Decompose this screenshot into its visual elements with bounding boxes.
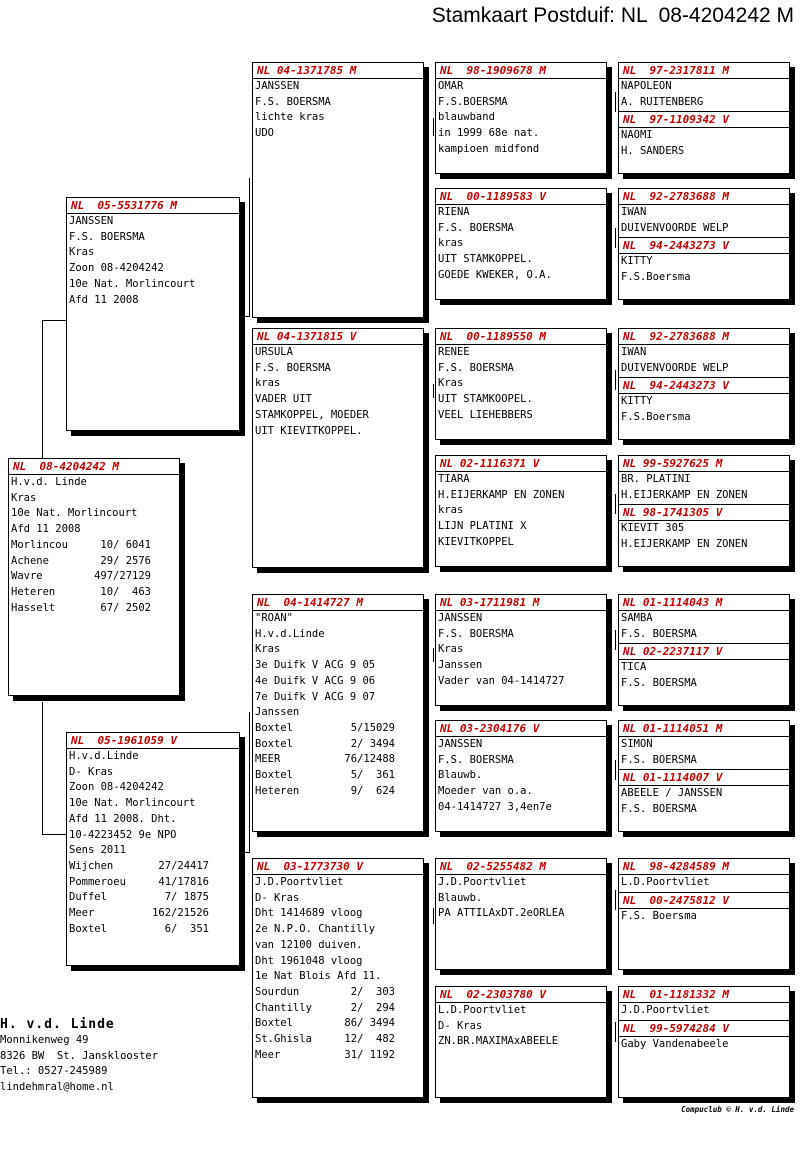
info-line: A. RUITENBERG: [621, 95, 704, 108]
info-line: F.S. BOERSMA: [69, 230, 145, 243]
ring-number: NL 05-5531776 M: [67, 198, 239, 214]
info-line: KIEVITKOPPEL: [438, 535, 514, 548]
info-line: lichte kras: [255, 111, 325, 124]
owner-block: [0, 1016, 158, 1095]
info-line: Dht 1414689 vloog: [255, 907, 363, 920]
race-place: MEER: [255, 753, 281, 766]
info-line: F.S. BOERSMA: [438, 221, 514, 234]
race-score: 2/ 3494: [350, 737, 395, 750]
info-line: BR. PLATINI: [621, 473, 691, 485]
info-line: LIJN PLATINI X: [438, 520, 527, 533]
info-line: blauwband: [438, 111, 495, 124]
info-line: in 1999 68e nat.: [438, 127, 540, 140]
connector: [615, 1022, 616, 1042]
ring-number: NL 04-1371785 M: [253, 63, 423, 79]
race-score: 86/ 3494: [344, 1017, 395, 1030]
info-line: TICA: [621, 661, 647, 674]
ring-number: NL 92-2783688 M: [619, 329, 789, 345]
gen4-card: [618, 720, 790, 832]
info-line: RIENA: [438, 206, 470, 218]
info-line: Afd 11 2008: [11, 523, 81, 536]
race-score: 2/ 294: [350, 1001, 395, 1014]
credit-footer: Compuclub © H. v.d. Linde: [681, 1105, 794, 1114]
race-score: 497/27129: [94, 570, 151, 583]
info-line: F.S. BOERSMA: [255, 95, 331, 108]
info-line: Kras: [11, 491, 37, 504]
info-line: 4e Duifk V ACG 9 06: [255, 674, 376, 687]
page-title: Stamkaart Postduif: NL 08-4204242 M: [431, 4, 794, 27]
gen4-card: [618, 858, 790, 970]
info-line: VADER UIT: [255, 393, 312, 406]
info-line: OMAR: [438, 80, 464, 92]
owner-address-line: Monnikenweg 49: [0, 1034, 89, 1046]
info-line: Janssen: [255, 706, 300, 719]
info-line: D- Kras: [438, 1019, 483, 1032]
race-score: 76/12488: [344, 753, 395, 766]
info-line: Afd 11 2008: [69, 293, 139, 306]
info-line: F.S. Boersma: [621, 909, 697, 922]
maternal-grandmother-card: [252, 858, 424, 1098]
ring-number: NL 94-2443273 V: [619, 377, 789, 394]
info-line: F.S. BOERSMA: [438, 361, 514, 374]
gen4-card: [618, 986, 790, 1098]
info-line: H.EIJERKAMP EN ZONEN: [438, 488, 565, 501]
info-line: PA ATTILAxDT.2eORLEA: [438, 907, 565, 920]
owner-name: H. v.d. Linde: [0, 1017, 115, 1032]
info-line: Moeder van o.a.: [438, 785, 533, 798]
ring-number: NL 94-2443273 V: [619, 237, 789, 254]
race-place: Achene: [11, 554, 49, 567]
info-line: SIMON: [621, 738, 653, 750]
info-line: F.S.Boersma: [621, 411, 691, 424]
race-place: Heteren: [255, 784, 300, 797]
race-score: 10/ 463: [100, 585, 151, 598]
race-score: 162/21526: [152, 907, 209, 920]
paternal-grandmother-card: [252, 328, 424, 568]
info-line: RENEE: [438, 346, 470, 358]
info-line: URSULA: [255, 346, 293, 358]
race-score: 2/ 303: [350, 985, 395, 998]
info-line: JANSSEN: [255, 80, 300, 92]
ring-number: NL 02-5255482 M: [436, 859, 606, 875]
ring-number: NL 02-2303780 V: [436, 987, 606, 1003]
info-line: H.v.d. Linde: [11, 476, 87, 488]
owner-phone: Tel.: 0527-245989: [0, 1065, 108, 1077]
info-line: KITTY: [621, 395, 653, 408]
info-line: 10e Nat. Morlincourt: [69, 797, 196, 810]
info-line: JANSSEN: [69, 215, 114, 227]
connector: [615, 370, 616, 390]
race-place: Chantilly: [255, 1001, 312, 1014]
info-line: H.EIJERKAMP EN ZONEN: [621, 488, 748, 501]
ring-number: NL 00-1189583 V: [436, 189, 606, 205]
connector: [241, 852, 250, 853]
info-line: Dht 1961048 vloog: [255, 954, 363, 967]
ring-number: NL 98-1741305 V: [619, 504, 789, 521]
info-line: van 12100 duiven.: [255, 938, 363, 951]
info-line: ZN.BR.MAXIMAxABEELE: [438, 1035, 559, 1048]
ring-number: NL 02-2237117 V: [619, 643, 789, 660]
connector: [42, 702, 43, 834]
race-place: Boxtel: [255, 1017, 293, 1030]
info-line: J.D.Poortvliet: [255, 876, 344, 888]
connector: [615, 228, 616, 248]
info-line: 3e Duifk V ACG 9 05: [255, 659, 376, 672]
info-line: ABEELE / JANSSEN: [621, 787, 723, 800]
info-line: 10-4223452 9e NPO: [69, 828, 177, 841]
ring-number: NL 03-2304176 V: [436, 721, 606, 737]
info-line: KIEVIT 305: [621, 522, 685, 535]
info-line: STAMKOPPEL, MOEDER: [255, 408, 369, 421]
ring-number: NL 04-1371815 V: [253, 329, 423, 345]
gen3-card: [435, 594, 607, 706]
race-place: Boxtel: [255, 769, 293, 782]
race-result: [253, 784, 423, 800]
race-score: 29/ 2576: [100, 554, 151, 567]
race-result: [9, 601, 179, 617]
race-result: [9, 585, 179, 601]
race-place: Hasselt: [11, 601, 56, 614]
info-line: H.EIJERKAMP EN ZONEN: [621, 538, 748, 551]
gen3-card: [435, 455, 607, 567]
info-line: JANSSEN: [438, 738, 483, 750]
connector: [433, 384, 434, 398]
gen3-card: [435, 720, 607, 832]
gen4-card: [618, 455, 790, 567]
race-result: [253, 737, 423, 753]
info-line: Vader van 04-1414727: [438, 674, 565, 687]
paternal-grandfather-card: [252, 62, 424, 318]
ring-number: NL 01-1114043 M: [619, 595, 789, 611]
race-score: 12/ 482: [344, 1033, 395, 1046]
info-line: DUIVENVOORDE WELP: [621, 221, 729, 234]
info-line: UIT KIEVITKOPPEL.: [255, 424, 363, 437]
info-line: L.D.Poortvliet: [438, 1004, 527, 1016]
info-line: Sens 2011: [69, 844, 126, 857]
info-line: H.v.d.Linde: [255, 627, 325, 640]
ring-number: NL 05-1961059 V: [67, 733, 239, 749]
race-score: 31/ 1192: [344, 1048, 395, 1061]
ring-number: NL 99-5927625 M: [619, 456, 789, 472]
info-line: J.D.Poortvliet: [621, 1004, 710, 1016]
connector: [615, 890, 616, 910]
connector: [249, 712, 250, 852]
gen3-card: [435, 328, 607, 440]
race-result: [67, 859, 239, 875]
info-line: KITTY: [621, 255, 653, 268]
owner-email: lindehmral@home.nl: [0, 1080, 114, 1093]
info-line: GOEDE KWEKER, O.A.: [438, 268, 552, 281]
info-line: Kras: [438, 377, 464, 390]
race-score: 10/ 6041: [100, 538, 151, 551]
race-place: Boxtel: [255, 721, 293, 734]
info-line: kampioen midfond: [438, 142, 540, 155]
info-line: UIT STAMKOPPEL.: [438, 253, 533, 266]
gen4-card: [618, 328, 790, 440]
gen4-card: [618, 594, 790, 706]
info-line: IWAN: [621, 206, 647, 218]
ring-number: NL 03-1711981 M: [436, 595, 606, 611]
info-line: Zoon 08-4204242: [69, 262, 164, 275]
info-line: kras: [255, 377, 281, 390]
race-result: [67, 922, 239, 938]
race-score: 27/24417: [158, 859, 209, 872]
info-line: NAPOLEON: [621, 80, 672, 92]
info-line: F.S. BOERSMA: [438, 627, 514, 640]
race-result: [67, 890, 239, 906]
info-line: Blauwb.: [438, 769, 483, 782]
race-result: [253, 1001, 423, 1017]
ring-number: NL 97-2317811 M: [619, 63, 789, 79]
info-line: 10e Nat. Morlincourt: [11, 507, 138, 520]
info-line: JANSSEN: [438, 612, 483, 624]
info-line: TIARA: [438, 473, 470, 485]
ring-number: NL 00-1189550 M: [436, 329, 606, 345]
connector: [241, 316, 250, 317]
info-line: D- Kras: [255, 891, 300, 904]
race-result: [9, 538, 179, 554]
info-line: F.S.Boersma: [621, 271, 691, 284]
info-line: DUIVENVOORDE WELP: [621, 361, 729, 374]
info-line: UIT STAMKOOPEL.: [438, 393, 533, 406]
ring-number: NL 98-4284589 M: [619, 859, 789, 875]
race-place: Heteren: [11, 585, 56, 598]
race-place: Duffel: [69, 891, 107, 904]
race-place: Morlincou: [11, 538, 68, 551]
race-score: 67/ 2502: [100, 601, 151, 614]
info-line: H.v.d.Linde: [69, 750, 139, 762]
gen3-card: [435, 188, 607, 300]
race-place: Pommeroeu: [69, 875, 126, 888]
gen4-card: [618, 188, 790, 300]
race-result: [253, 1016, 423, 1032]
info-line: F.S. BOERSMA: [255, 361, 331, 374]
info-line: F.S. BOERSMA: [438, 753, 514, 766]
connector: [433, 648, 434, 662]
race-result: [253, 721, 423, 737]
race-result: [67, 875, 239, 891]
info-line: F.S. BOERSMA: [621, 753, 697, 766]
connector: [433, 118, 434, 136]
race-place: Wavre: [11, 570, 43, 583]
race-place: Meer: [69, 907, 95, 920]
info-line: Blauwb.: [438, 891, 483, 904]
ring-number: NL 02-1116371 V: [436, 456, 606, 472]
ring-number: NL 92-2783688 M: [619, 189, 789, 205]
ring-number: NL 08-4204242 M: [9, 459, 179, 475]
info-line: "ROAN": [255, 612, 293, 624]
info-line: Gaby Vandenabeele: [621, 1037, 729, 1050]
info-line: Kras: [255, 643, 281, 656]
connector: [42, 320, 68, 321]
race-score: 9/ 624: [350, 784, 395, 797]
info-line: J.D.Poortvliet: [438, 876, 527, 888]
ring-number: NL 00-2475812 V: [619, 892, 789, 909]
info-line: 1e Nat Blois Afd 11.: [255, 970, 382, 983]
info-line: 04-1414727 3,4en7e: [438, 800, 552, 813]
ring-number: NL 01-1114007 V: [619, 769, 789, 786]
race-result: [253, 1032, 423, 1048]
info-line: 7e Duifk V ACG 9 07: [255, 690, 376, 703]
race-place: Sourdun: [255, 985, 300, 998]
race-score: 41/17816: [158, 875, 209, 888]
info-line: Zoon 08-4204242: [69, 781, 164, 794]
mother-card: [66, 732, 240, 966]
race-result: [67, 906, 239, 922]
info-line: SAMBA: [621, 612, 653, 624]
ring-number: NL 04-1414727 M: [253, 595, 423, 611]
gen3-card: [435, 62, 607, 174]
ring-number: NL 99-5974284 V: [619, 1020, 789, 1037]
info-line: 2e N.P.O. Chantilly: [255, 923, 376, 936]
info-line: NAOMI: [621, 129, 653, 142]
connector: [249, 178, 250, 316]
race-place: Boxtel: [69, 922, 107, 935]
info-line: D- Kras: [69, 765, 114, 778]
connector: [615, 630, 616, 650]
gen3-card: [435, 986, 607, 1098]
race-place: Boxtel: [255, 737, 293, 750]
ring-number: NL 98-1909678 M: [436, 63, 606, 79]
info-line: 10e Nat. Morlincourt: [69, 277, 196, 290]
race-result: [9, 569, 179, 585]
info-line: F.S.BOERSMA: [438, 95, 508, 108]
info-line: F.S. BOERSMA: [621, 627, 697, 640]
info-line: UDO: [255, 127, 274, 140]
race-result: [253, 985, 423, 1001]
race-score: 5/15029: [350, 721, 395, 734]
info-line: IWAN: [621, 346, 647, 358]
info-line: kras: [438, 504, 464, 517]
owner-address-line: 8326 BW St. Jansklooster: [0, 1049, 159, 1062]
connector: [42, 834, 68, 835]
ring-number: NL 01-1181332 M: [619, 987, 789, 1003]
info-line: Janssen: [438, 659, 483, 672]
info-line: F.S. BOERSMA: [621, 803, 697, 816]
maternal-grandfather-card: [252, 594, 424, 832]
info-line: Afd 11 2008. Dht.: [69, 812, 177, 825]
info-line: Kras: [69, 246, 95, 259]
info-line: L.D.Poortvliet: [621, 876, 710, 888]
race-place: Meer: [255, 1048, 281, 1061]
connector: [615, 494, 616, 514]
race-result: [253, 768, 423, 784]
ring-number: NL 01-1114051 M: [619, 721, 789, 737]
info-line: H. SANDERS: [621, 145, 685, 158]
race-result: [253, 752, 423, 768]
connector: [433, 908, 434, 924]
race-score: 6/ 351: [164, 922, 209, 935]
ring-number: NL 03-1773730 V: [253, 859, 423, 875]
info-line: VEEL LIEHEBBERS: [438, 408, 533, 421]
info-line: kras: [438, 237, 464, 250]
connector: [42, 320, 43, 460]
father-card: [66, 197, 240, 431]
connector: [615, 760, 616, 780]
info-line: Kras: [438, 643, 464, 656]
info-line: F.S. BOERSMA: [621, 677, 697, 690]
gen4-card: [618, 62, 790, 174]
race-result: [9, 554, 179, 570]
gen3-card: [435, 858, 607, 970]
race-result: [253, 1048, 423, 1064]
ring-number: NL 97-1109342 V: [619, 111, 789, 128]
race-score: 5/ 361: [350, 769, 395, 782]
race-place: Wijchen: [69, 859, 114, 872]
connector: [615, 92, 616, 112]
race-score: 7/ 1875: [164, 891, 209, 904]
race-place: St.Ghisla: [255, 1033, 312, 1046]
subject-pigeon-card: [8, 458, 180, 696]
